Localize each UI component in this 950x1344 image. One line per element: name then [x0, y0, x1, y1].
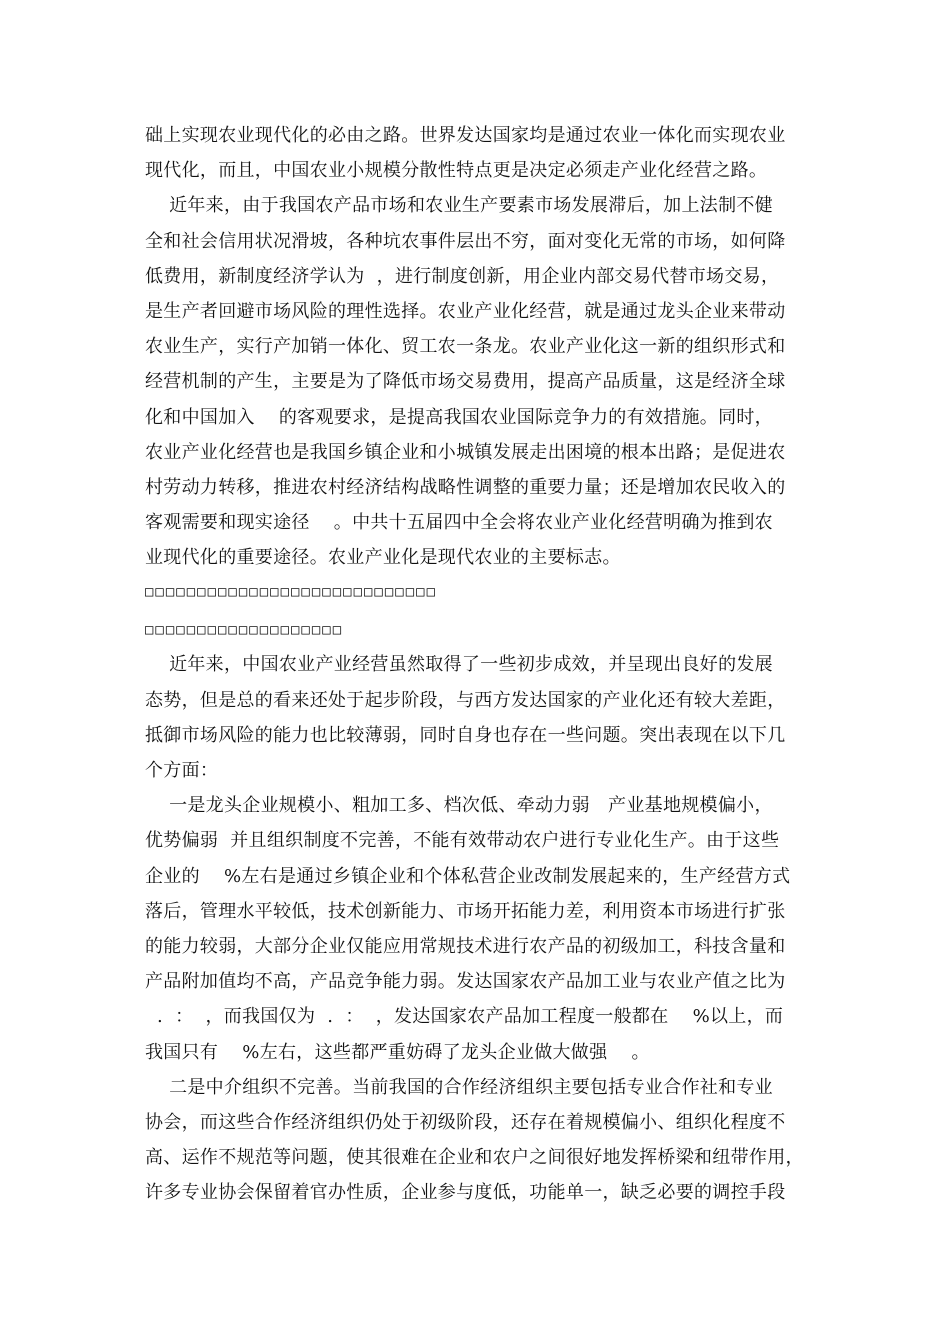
paragraph-4	[145, 788, 810, 1070]
text-line: 全和社会信用状况滑坡，各种坑农事件层出不穷，面对变化无常的市场，如何降	[145, 230, 786, 252]
paragraph-3	[145, 647, 810, 788]
text-line: 近年来，中国农业产业经营虽然取得了一些初步成效，并呈现出良好的发展	[145, 654, 773, 676]
paragraph-1	[145, 118, 810, 188]
text-line: 态势，但是总的看来还处于起步阶段，与西方发达国家的产业化还有较大差距，	[145, 689, 786, 711]
text-line: 个方面：	[145, 760, 219, 781]
text-line: 抵御市场风险的能力也比较薄弱，同时自身也存在一些问题。突出表现在以下几	[145, 724, 786, 746]
text-line: 落后，管理水平较低，技术创新能力、市场开拓能力差，利用资本市场进行扩张	[145, 900, 786, 922]
text-line: 化和中国加入 的客观要求，是提高我国农业国际竞争力的有效措施。同时，	[145, 406, 773, 428]
text-line: 协会，而这些合作经济组织仍处于初级阶段，还存在着规模偏小、组织化程度不	[145, 1111, 786, 1133]
text-line: 是生产者回避市场风险的理性选择。农业产业化经营，就是通过龙头企业来带动	[145, 300, 786, 322]
text-line: 二是中介组织不完善。当前我国的合作经济组织主要包括专业合作社和专业	[145, 1076, 773, 1098]
text-line: 业现代化的重要途径。农业产业化是现代农业的主要标志。	[145, 547, 621, 569]
text-line: 产品附加值均不高，产品竞争能力弱。发达国家农产品加工业与农业产值之比为	[145, 971, 786, 993]
text-line: 农业生产，实行产加销一体化、贸工农一条龙。农业产业化这一新的组织形式和	[145, 336, 786, 358]
text-line: 的能力较弱，大部分企业仅能应用常规技术进行农产品的初级加工，科技含量和	[145, 935, 786, 957]
text-line: 优势偏弱 并且组织制度不完善，不能有效带动农户进行专业化生产。由于这些	[145, 830, 780, 852]
paragraph-2	[145, 188, 810, 575]
subsection-heading: □□□□□□□□□□□□□□□□□□□	[145, 622, 344, 639]
text-line: 许多专业协会保留着官办性质，企业参与度低，功能单一，缺乏必要的调控手段	[145, 1182, 786, 1204]
section-heading: □□□□□□□□□□□□□□□□□□□□□□□□□□□□	[145, 584, 438, 601]
text-line: . ： ，而我国仅为 . ： ，发达国家农产品加工程度一般都在 %以上，而	[145, 1006, 784, 1028]
text-line: 农业产业化经营也是我国乡镇企业和小城镇发展走出困境的根本出路；是促进农	[145, 441, 786, 463]
text-line: 经营机制的产生，主要是为了降低市场交易费用，提高产品质量，这是经济全球	[145, 371, 786, 393]
text-line: 村劳动力转移，推进农村经济结构战略性调整的重要力量；还是增加农民收入的	[145, 476, 786, 498]
text-line: 近年来，由于我国农产品市场和农业生产要素市场发展滞后，加上法制不健	[145, 195, 773, 217]
text-line: 础上实现农业现代化的必由之路。世界发达国家均是通过农业一体化而实现农业	[145, 125, 786, 146]
text-line: 低费用，新制度经济学认为 ，进行制度创新，用企业内部交易代替市场交易，	[145, 265, 780, 287]
text-line: 一是龙头企业规模小、粗加工多、档次低、牵动力弱 产业基地规模偏小，	[145, 795, 773, 817]
text-line: 我国只有 %左右，这些都严重妨碍了龙头企业做大做强 。	[145, 1041, 650, 1063]
text-line: 客观需要和现实途径 。中共十五届四中全会将农业产业化经营明确为推到农	[145, 512, 773, 534]
document-body	[145, 118, 810, 1210]
paragraph-5	[145, 1070, 810, 1211]
text-line: 企业的 %左右是通过乡镇企业和个体私营企业改制发展起来的，生产经营方式	[145, 865, 791, 887]
text-line: 现代化，而且，中国农业小规模分散性特点更是决定必须走产业化经营之路。	[145, 160, 768, 182]
text-line: 高、运作不规范等问题，使其很难在企业和农户之间很好地发挥桥梁和纽带作用，	[145, 1147, 804, 1169]
